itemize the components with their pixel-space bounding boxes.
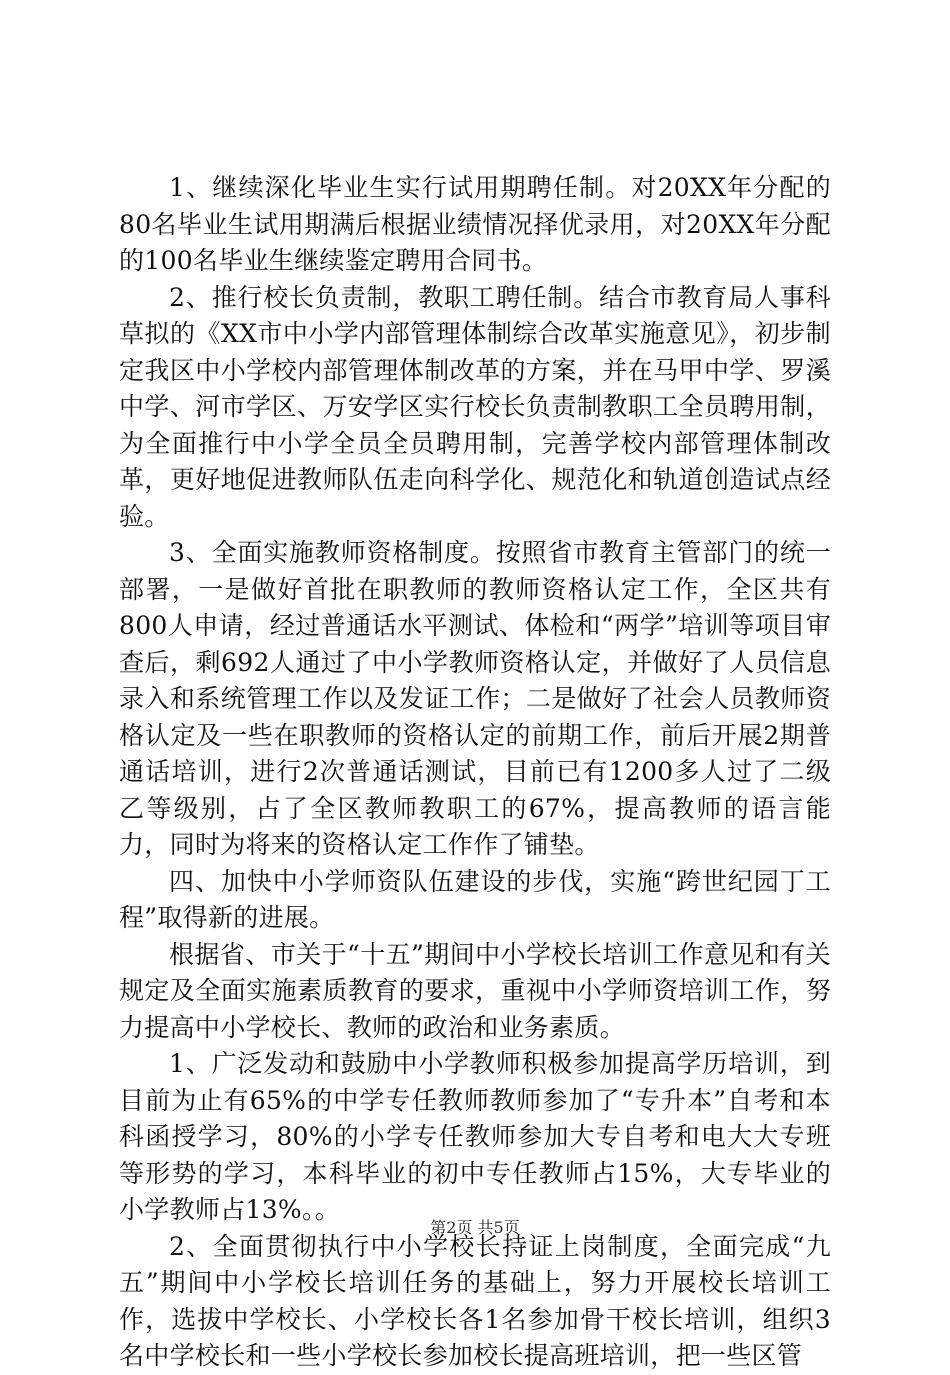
paragraph-principal-certification: 2、全面贯彻执行中小学校长持证上岗制度，全面完成“九五”期间中小学校长培训任务的基础上，努力开展校长培训工作，选拔中学校长、小学校长各1名参加骨干校长培训，组织3名中学校长和一些小学校长参加校长提高班培训，把一些区管 [119, 1231, 831, 1370]
paragraph-degree-training: 1、广泛发动和鼓励中小学教师积极参加提高学历培训，到目前为止有65%的中学专任教师教师参加了“专升本”自考和本科函授学习，80%的小学专任教师参加大专自考和电大大专班等形势的学习，本科毕业的初中专任教师占15%，大专毕业的小学教师占13%。。 [119, 1049, 831, 1224]
page-footer: 第2页 共5页 [430, 1218, 520, 1237]
paragraph-principal-responsibility: 2、推行校长负责制，教职工聘任制。结合市教育局人事科草拟的《XX市中小学内部管理体制综合改革实施意见》，初步制定我区中小学校内部管理体制改革的方案，并在马甲中学、罗溪中学、河市学区、万安学区实行校长负责制教职工全员聘用制，为全面推行中小学全员全员聘用制，完善学校内部管理体制改革，更好地促进教师队伍走向科学化、规范化和轨道创造试点经验。 [119, 282, 831, 531]
section-heading-four: 四、加快中小学师资队伍建设的步伐，实施“跨世纪园丁工程”取得新的进展。 [119, 866, 831, 932]
document-body [119, 170, 831, 1375]
paragraph-teacher-qualification: 3、全面实施教师资格制度。按照省市教育主管部门的统一部署，一是做好首批在职教师的教师资格认定工作，全区共有800人申请，经过普通话水平测试、体检和“两学”培训等项目审查后，剩692人通过了中小学教师资格认定，并做好了人员信息录入和系统管理工作以及发证工作；二是做好了社会人员教师资格认定及一些在职教师的资格认定的前期工作，前后开展2期普通话培训，进行2次普通话测试，目前已有1200多人过了二级乙等级别，占了全区教师教职工的67%，提高教师的语言能力，同时为将来的资格认定工作作了铺垫。 [119, 538, 831, 859]
paragraph-training-basis: 根据省、市关于“十五”期间中小学校长培训工作意见和有关规定及全面实施素质教育的要求，重视中小学师资培训工作，努力提高中小学校长、教师的政治和业务素质。 [119, 939, 831, 1042]
paragraph-graduate-probation: 1、继续深化毕业生实行试用期聘任制。对20XX年分配的80名毕业生试用期满后根据业绩情况择优录用，对20XX年分配的100名毕业生继续鉴定聘用合同书。 [119, 173, 831, 275]
